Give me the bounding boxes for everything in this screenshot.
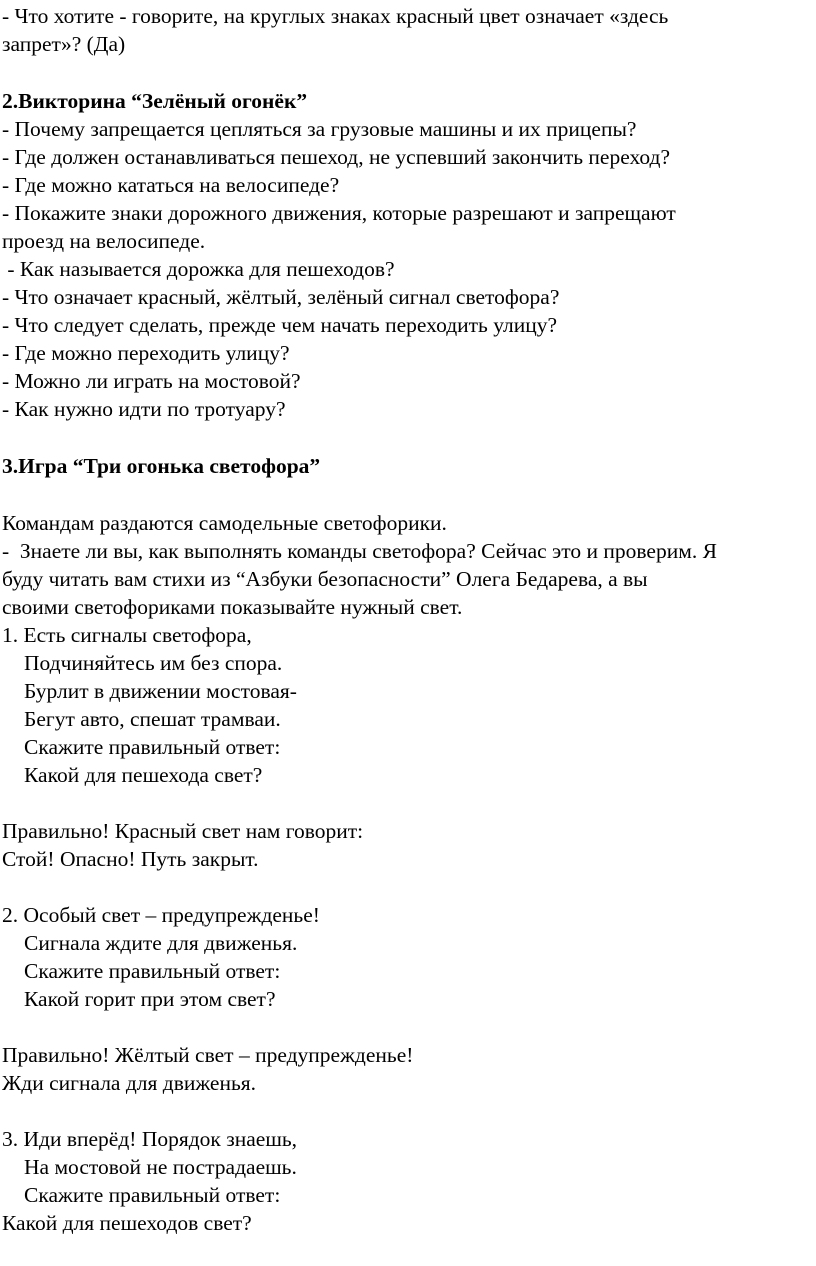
verse-2-line: Сигнала ждите для движенья. (24, 931, 298, 955)
answer-1-line: Стой! Опасно! Путь закрыт. (2, 847, 259, 871)
quiz-heading: 2.Викторина “Зелёный огонёк” (2, 89, 308, 113)
verse-2-line: 2. Особый свет – предупрежденье! (2, 903, 320, 927)
quiz-question: - Где можно кататься на велосипеде? (2, 173, 340, 197)
quiz-question: - Где должен останавливаться пешеход, не успевший закончить переход? (2, 145, 670, 169)
game-intro-line: - Знаете ли вы, как выполнять команды светофора? Сейчас это и проверим. Я (2, 539, 717, 563)
game-intro-line: Командам раздаются самодельные светофорики. (2, 511, 447, 535)
quiz-question: - Где можно переходить улицу? (2, 341, 290, 365)
verse-3-line: На мостовой не пострадаешь. (24, 1155, 297, 1179)
quiz-question: - Можно ли играть на мостовой? (2, 369, 301, 393)
game-heading: 3.Игра “Три огонька светофора” (2, 454, 321, 478)
quiz-question: проезд на велосипеде. (2, 229, 206, 253)
verse-1-line: Бурлит в движении мостовая- (24, 679, 297, 703)
quiz-question: - Покажите знаки дорожного движения, которые разрешают и запрещают (2, 201, 676, 225)
quiz-question: - Почему запрещается цепляться за грузовые машины и их прицепы? (2, 117, 637, 141)
quiz-question: - Как называется дорожка для пешеходов? (2, 257, 395, 281)
intro-line-1: - Что хотите - говорите, на круглых знаках красный цвет означает «здесь (2, 4, 669, 28)
answer-2-line: Жди сигнала для движенья. (2, 1071, 257, 1095)
quiz-question: - Что означает красный, жёлтый, зелёный сигнал светофора? (2, 285, 560, 309)
answer-1-line: Правильно! Красный свет нам говорит: (2, 819, 364, 843)
verse-1-line: Бегут авто, спешат трамваи. (24, 707, 281, 731)
verse-3-line: Какой для пешеходов свет? (2, 1211, 252, 1235)
game-intro-line: своими светофориками показывайте нужный свет. (2, 595, 463, 619)
quiz-question: - Как нужно идти по тротуару? (2, 397, 286, 421)
verse-1-line: Какой для пешехода свет? (24, 763, 263, 787)
game-intro-line: буду читать вам стихи из “Азбуки безопасности” Олега Бедарева, а вы (2, 567, 648, 591)
verse-1-line: 1. Есть сигналы светофора, (2, 623, 252, 647)
verse-2-line: Какой горит при этом свет? (24, 987, 276, 1011)
verse-1-line: Подчиняйтесь им без спора. (24, 651, 283, 675)
quiz-question: - Что следует сделать, прежде чем начать переходить улицу? (2, 313, 558, 337)
answer-2-line: Правильно! Жёлтый свет – предупрежденье! (2, 1043, 414, 1067)
verse-3-line: 3. Иди вперёд! Порядок знаешь, (2, 1127, 298, 1151)
intro-line-2: запрет»? (Да) (2, 32, 126, 56)
verse-2-line: Скажите правильный ответ: (24, 959, 281, 983)
verse-3-line: Скажите правильный ответ: (24, 1183, 281, 1207)
verse-1-line: Скажите правильный ответ: (24, 735, 281, 759)
